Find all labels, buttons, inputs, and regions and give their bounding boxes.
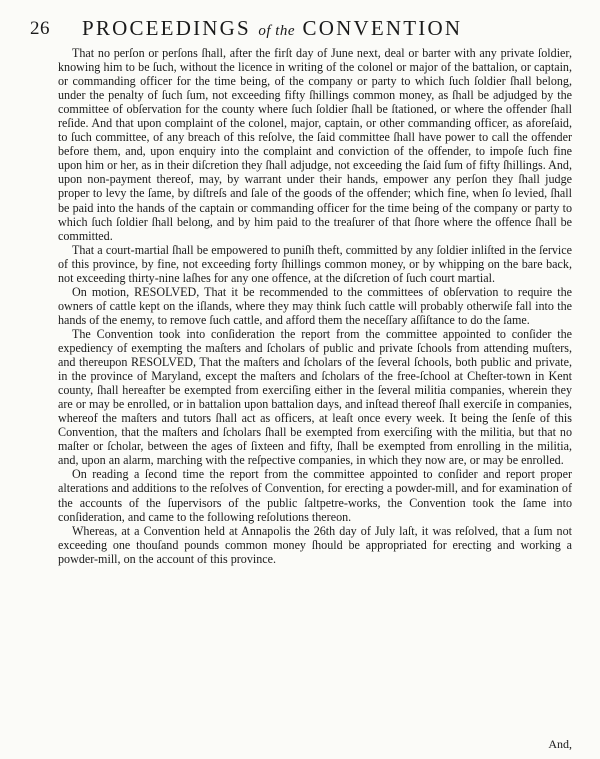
- body-text: [58, 46, 572, 566]
- paragraph-school-exemption: The Convention took into conſideration the report from the committee appointed to conſider the expediency of exempting the maſters and ſcholars of public and private ſchools from attending muſters, and thereupon RESOLVED, That the maſters and ſcholars of the ſeveral ſchools, both public and private, in the province of Maryland, except the maſters and ſcholars of the free-ſchool at Cheſter-town in Kent county, ſhall hereafter be exempted from exerciſing either in the ſeveral militia companies, wherein they are or may be enrolled, or in battalion upon battalion days, and inſtead thereof ſhall exerciſe in companies, whereof the maſters and tutors ſhall act as officers, at leaſt once every week. It being the ſenſe of this Convention, that the maſters and ſcholars ſhall be exempted from exerciſing with the militia, but that no maſter or ſcholar, between the ages of ſixteen and fifty, ſhall be exempted from enrolling in the militia, and, upon an alarm, marching with the reſpective companies, in which they now are, or may be enrolled.: [58, 326, 572, 468]
- running-title: [82, 16, 462, 41]
- title-of-the: of the: [258, 23, 296, 39]
- page-number: 26: [30, 18, 50, 39]
- title-convention: CONVENTION: [302, 16, 463, 40]
- page-header: [30, 16, 570, 42]
- paragraph-court-martial: That a court-martial ſhall be empowered to puniſh theft, committed by any ſoldier inliſted in the ſervice of this province, by fine, not exceeding forty ſhillings common money, or by whipping on the bare back, not exceeding thirty-nine laſhes for any one offence, at the diſcretion of ſuch court martial.: [58, 242, 572, 285]
- title-proceedings: PROCEEDINGS: [82, 16, 251, 40]
- paragraph-dealing-with-soldiers: That no perſon or perſons ſhall, after the firſt day of June next, deal or barter with any private ſoldier, knowing him to be ſuch, without the licence in writing of the colonel or major of the battalion, or captain, or commanding officer for the time being, of the company or party to which ſuch ſoldier ſhall belong, under the penalty of ſuch ſum, not exceeding fifty ſhillings common money, as ſhall be adjudged by the committee of obſervation for the county where ſuch ſoldier ſhall be ſtationed, or where the offender ſhall reſide. And that upon complaint of the colonel, major, captain, or other commanding officer, as aforeſaid, to ſuch committee, of any breach of this reſolve, the ſaid committee ſhall have power to call the offender before them, and, upon enquiry into the complaint and conviction of the offender, to impoſe ſuch fine upon him or her, as in their diſcretion they ſhall adjudge, not exceeding the ſaid ſum of fifty ſhillings. And, upon non-payment thereof, may, by warrant under their hands, empower any perſon they ſhall judge proper to levy the ſame, by diſtreſs and ſale of the goods of the offender; which fine, when ſo levied, ſhall be paid into the hands of the captain or commanding officer for the time being of the company or party to which ſuch ſoldier ſhall belong, and by him paid to the treaſurer of that ſhore where the offence ſhall be committed.: [58, 46, 572, 243]
- paragraph-cattle-on-islands: On motion, RESOLVED, That it be recommended to the committees of obſervation to require the owners of cattle kept on the iſlands, where they may think ſuch cattle will probably otherwiſe fall into the hands of the enemy, to remove ſuch cattle, and afford them the neceſſary aſſiſtance to do the ſame.: [58, 284, 572, 327]
- catchword: And,: [548, 737, 572, 751]
- paragraph-whereas-annapolis: Whereas, at a Convention held at Annapolis the 26th day of July laſt, it was reſolved, that a ſum not exceeding one thouſand pounds common money ſhould be appropriated for erecting and working a powder-mill, on the account of this province.: [58, 523, 572, 566]
- paragraph-powder-mill-report: On reading a ſecond time the report from the committee appointed to conſider and report proper alterations and additions to the reſolves of Convention, for erecting a powder-mill, and for examination of the accounts of the ſupervisors of the public ſaltpetre-works, the Convention took the ſame into conſideration, and came to the following reſolutions thereon.: [58, 467, 572, 524]
